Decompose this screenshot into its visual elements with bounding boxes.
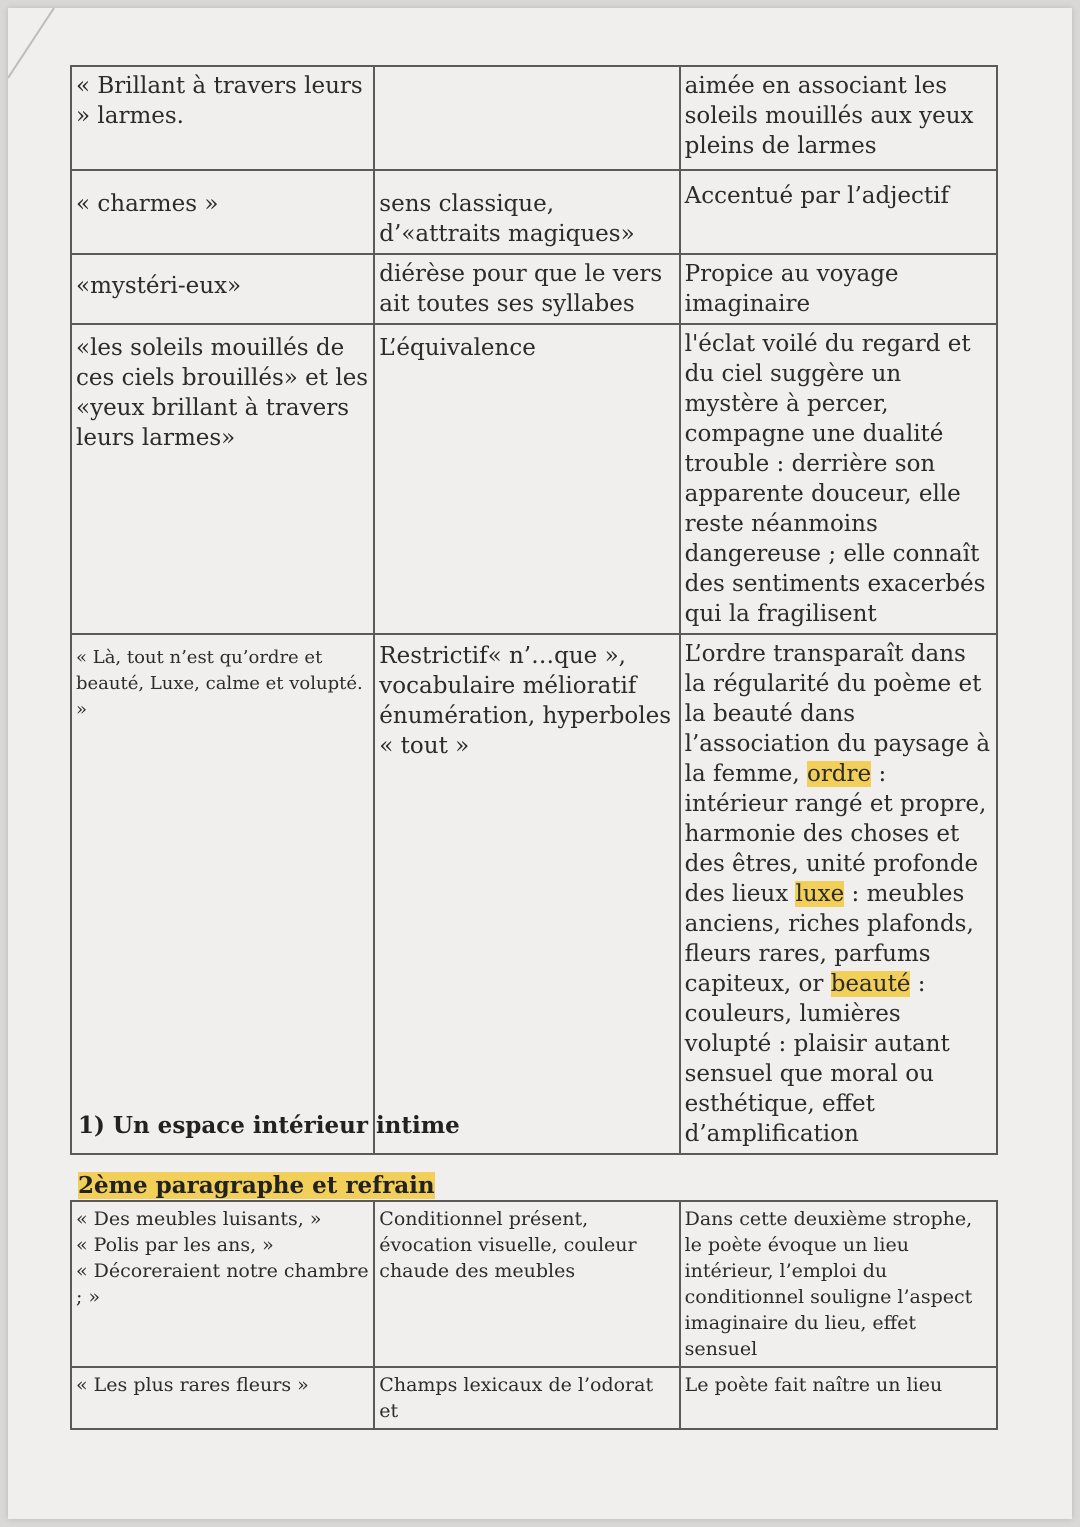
interpretation-text: : intérieur rangé et propre, harmonie des choses et des êtres, unité profonde des lieux — [684, 761, 987, 907]
section-heading: 1) Un espace intérieur intime — [78, 1112, 460, 1139]
quote-cell: « Brillant à travers leurs » larmes. — [71, 66, 374, 170]
technique-cell: L’équivalence — [374, 324, 679, 634]
highlight-ordre: ordre — [806, 761, 872, 787]
quote-cell: «mystéri-eux» — [71, 254, 374, 324]
interpretation-cell: Le poète fait naître un lieu — [680, 1367, 997, 1429]
interpretation-cell: Accentué par l’adjectif — [680, 170, 997, 254]
table-row — [71, 634, 997, 1154]
analysis-table-1 — [70, 65, 998, 1155]
technique-cell: diérèse pour que le vers ait toutes ses syllabes — [374, 254, 679, 324]
subheading — [78, 1172, 435, 1199]
interpretation-text: : couleurs, lumières volupté : plaisir autant sensuel que moral ou esthétique, effet d’amplification — [684, 971, 950, 1147]
quote-cell: « charmes » — [71, 170, 374, 254]
quote-cell: « Là, tout n’est qu’ordre et beauté, Luxe, calme et volupté. » — [71, 634, 374, 1154]
technique-cell: Restrictif« n’…que », vocabulaire mélioratif énumération, hyperboles « tout » — [374, 634, 679, 1154]
quote-line: « Des meubles luisants, » — [76, 1208, 322, 1230]
technique-cell: Conditionnel présent, évocation visuelle, couleur chaude des meubles — [374, 1201, 679, 1367]
quote-cell: «les soleils mouillés de ces ciels brouillés» et les «yeux brillant à travers leurs larmes» — [71, 324, 374, 634]
highlight-luxe: luxe — [795, 881, 845, 907]
analysis-table-2 — [70, 1200, 998, 1430]
quote-cell — [71, 1367, 374, 1429]
table-row — [71, 170, 997, 254]
quote-line: « Polis par les ans, » — [76, 1234, 274, 1256]
table-row — [71, 324, 997, 634]
interpretation-cell — [680, 634, 997, 1154]
table-row — [71, 1201, 997, 1367]
quote-line: « Décoreraient notre chambre ; » — [76, 1260, 369, 1308]
interpretation-cell: Propice au voyage imaginaire — [680, 254, 997, 324]
subheading-text: 2ème paragraphe et refrain — [78, 1172, 435, 1199]
quote-line: « Les plus rares fleurs » — [76, 1374, 309, 1396]
table-row — [71, 254, 997, 324]
page-corner-fold — [8, 8, 68, 88]
table-row — [71, 1367, 997, 1429]
technique-cell — [374, 66, 679, 170]
quote-cell — [71, 1201, 374, 1367]
technique-cell: Champs lexicaux de l’odorat et — [374, 1367, 679, 1429]
table-row — [71, 66, 997, 170]
interpretation-cell: Dans cette deuxième strophe, le poète évoque un lieu intérieur, l’emploi du conditionnel souligne l’aspect imaginaire du lieu, effet sensuel — [680, 1201, 997, 1367]
interpretation-cell: l'éclat voilé du regard et du ciel suggère un mystère à percer, compagne une dualité trouble : derrière son apparente douceur, elle reste néanmoins dangereuse ; elle connaît des sentiments exacerbés qui la fragilisent — [680, 324, 997, 634]
interpretation-cell: aimée en associant les soleils mouillés aux yeux pleins de larmes — [680, 66, 997, 170]
interpretation-text: L’ordre transparaît dans la régularité du poème et la beauté dans l’association du paysage à la femme, — [684, 641, 991, 787]
highlight-beaute: beauté — [830, 971, 911, 997]
technique-cell: sens classique, d’«attraits magiques» — [374, 170, 679, 254]
interpretation-text: : meubles anciens, riches plafonds, fleurs rares, parfums capiteux, or — [684, 881, 974, 997]
